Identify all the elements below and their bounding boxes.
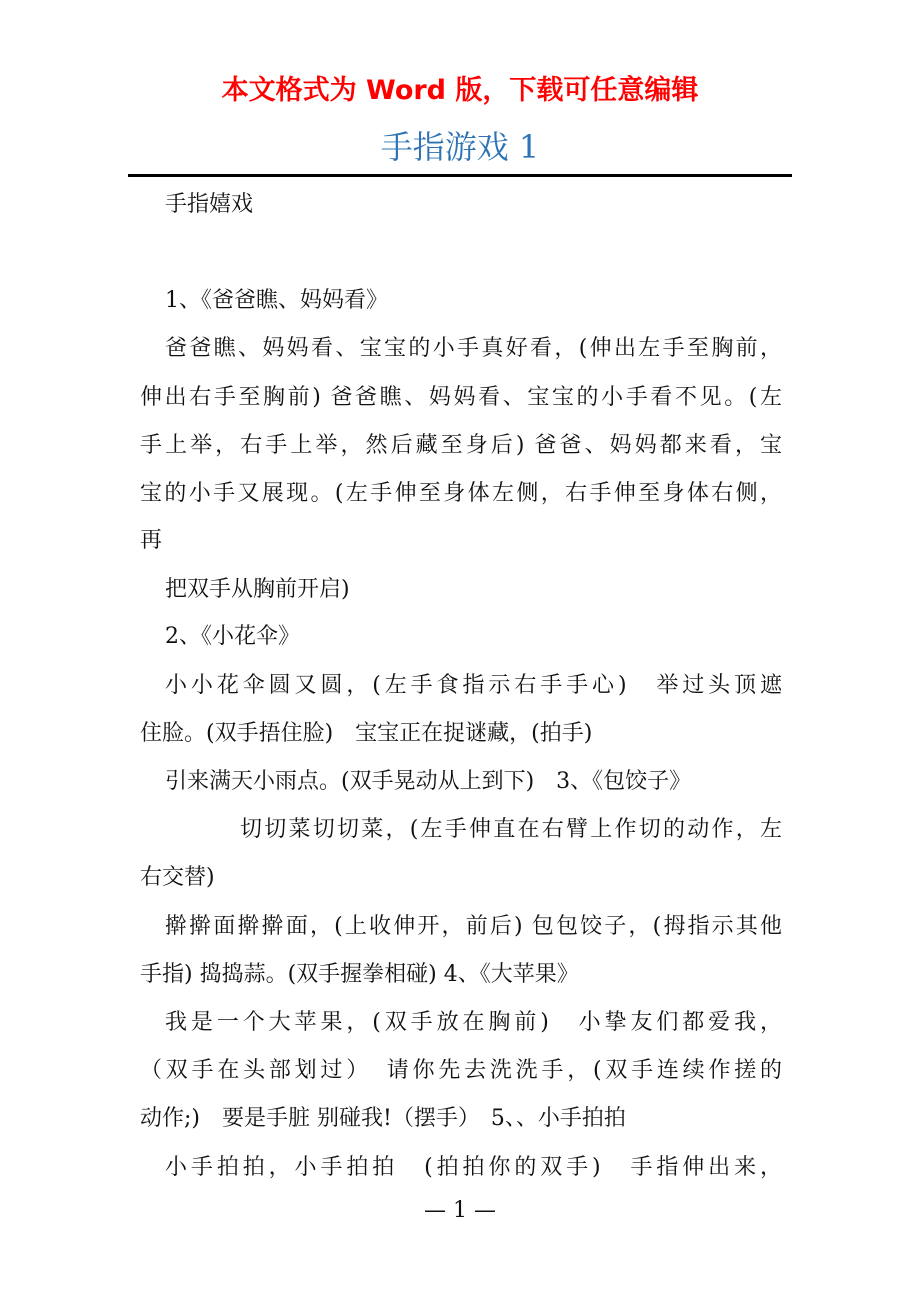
paragraph-line: 爸爸瞧、妈妈看、宝宝的小手真好看，(伸出左手至胸前，	[165, 336, 782, 361]
paragraph-line: 住脸。(双手捂住脸) 宝宝正在捉谜藏，(拍手)	[140, 721, 593, 746]
paragraph-line: 把双手从胸前开启)	[165, 577, 350, 602]
paragraph-line: 小手拍拍，小手拍拍 (拍拍你的双手) 手指伸出来，	[165, 1155, 782, 1180]
word-format-banner: 本文格式为 Word 版，下载可任意编辑	[221, 75, 699, 106]
paragraph-line: 右交替)	[140, 865, 215, 890]
page-number: — 1 —	[424, 1198, 496, 1223]
title-divider	[128, 174, 792, 177]
paragraph-line: 手指) 捣捣蒜。(双手握拳相碰) 4、《大苹果》	[140, 962, 579, 987]
section-heading: 1、《爸爸瞧、妈妈看》	[165, 288, 388, 313]
document-title: 手指游戏 1	[380, 128, 540, 166]
paragraph-line: 动作;) 要是手脏 别碰我!（摆手） 5、、小手拍拍	[140, 1106, 626, 1131]
paragraph-line: 手指嬉戏	[165, 192, 254, 217]
paragraph-line: 宝的小手又展现。(左手伸至身体左侧，右手伸至身体右侧，	[140, 481, 782, 506]
paragraph-line: 引来满天小雨点。(双手晃动从上到下) 3、《包饺子》	[165, 769, 692, 794]
paragraph-line: 伸出右手至胸前) 爸爸瞧、妈妈看、宝宝的小手看不见。(左	[140, 385, 782, 410]
paragraph-line: 擀擀面擀擀面，(上收伸开，前后) 包包饺子，(拇指示其他	[165, 914, 782, 939]
paragraph-line: 小小花伞圆又圆，(左手食指示右手手心) 举过头顶遮	[165, 673, 782, 698]
paragraph-line: 手上举，右手上举，然后藏至身后) 爸爸、妈妈都来看，宝	[140, 433, 782, 458]
paragraph-line: 切切菜切切菜，(左手伸直在右臂上作切的动作，左	[240, 817, 782, 842]
paragraph-line: 我是一个大苹果，(双手放在胸前) 小挚友们都爱我，	[165, 1010, 782, 1035]
section-heading: 2、《小花伞》	[165, 624, 300, 649]
paragraph-line: 再	[140, 528, 163, 553]
paragraph-line: （双手在头部划过） 请你先去洗洗手，(双手连续作搓的	[140, 1058, 782, 1083]
